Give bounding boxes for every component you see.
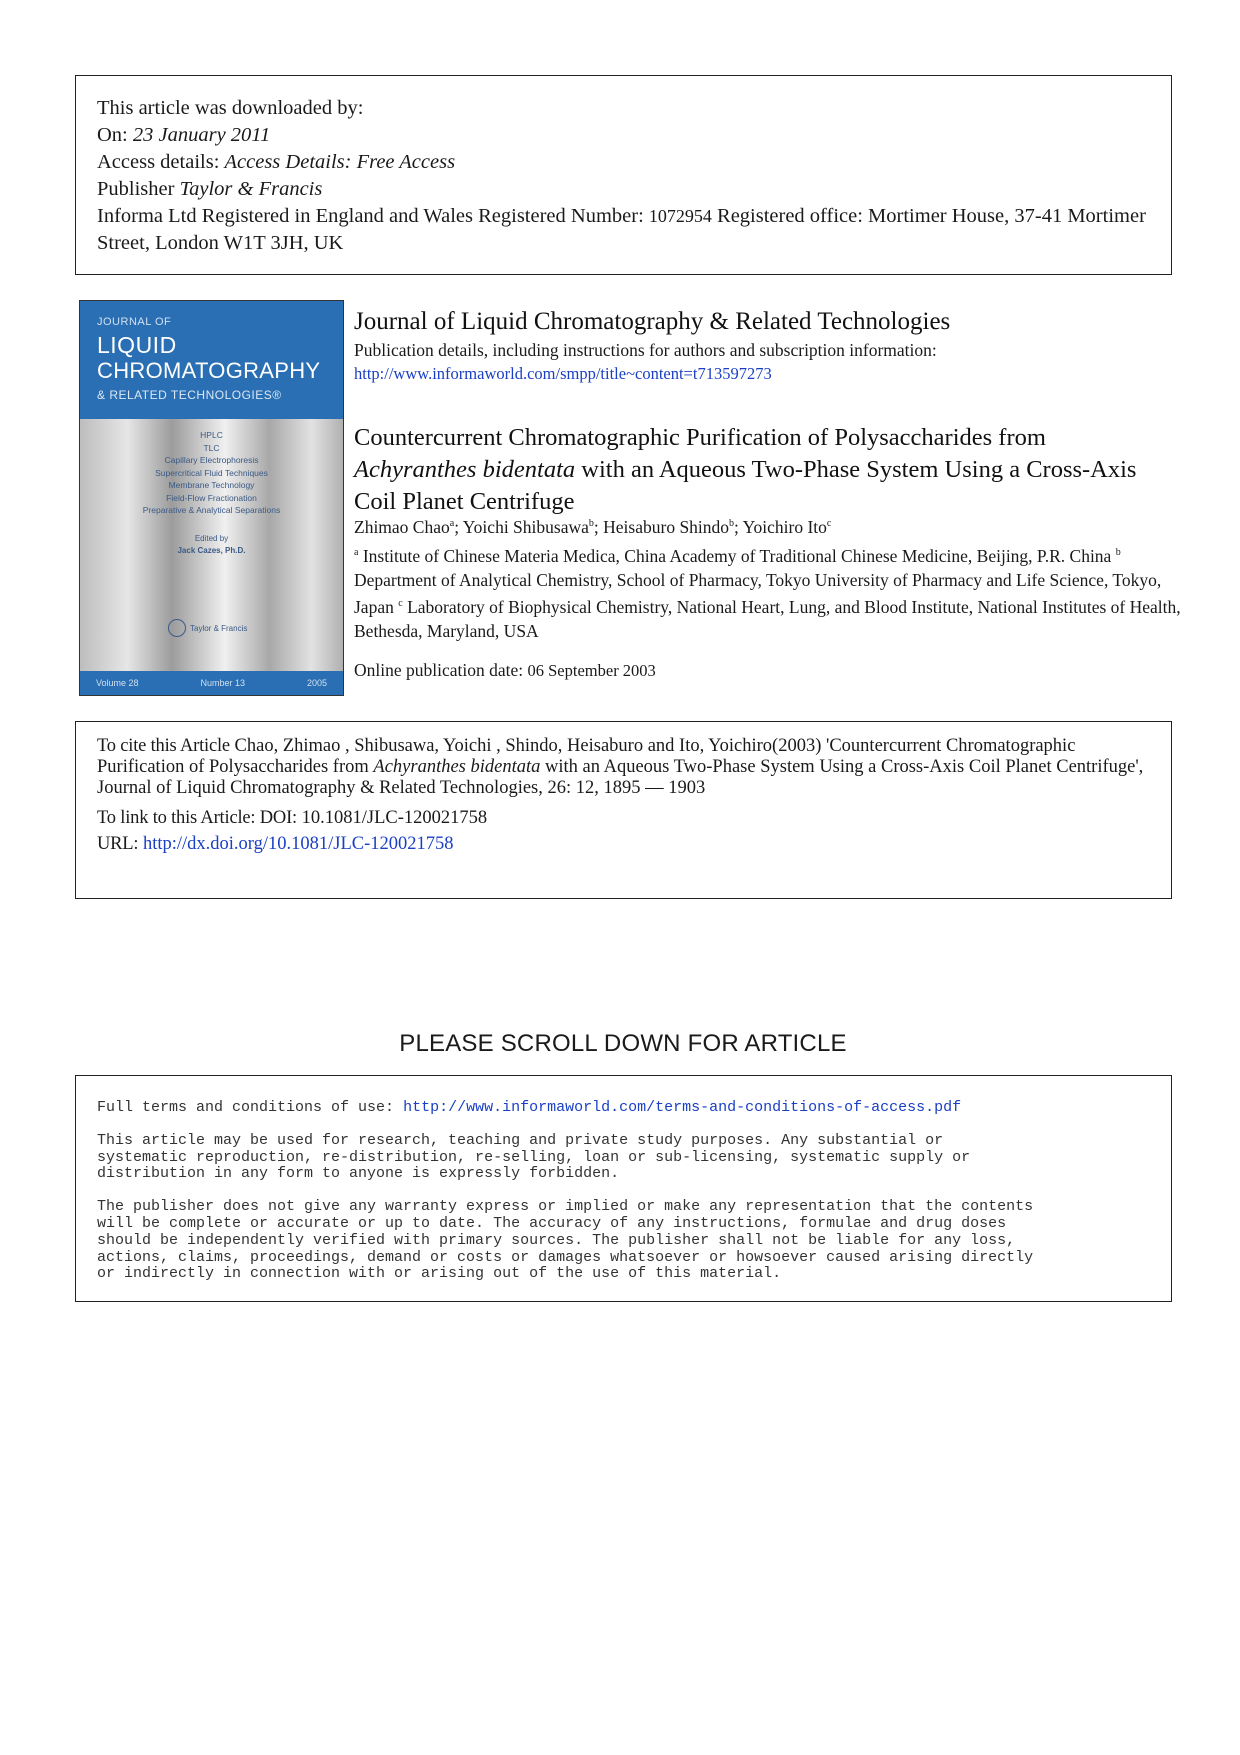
author-name: Zhimao Chao	[354, 517, 450, 537]
terms-box	[75, 1075, 1172, 1302]
publisher-line	[97, 176, 1151, 203]
cover-editor-block	[80, 533, 343, 557]
author-list: Zhimao Chao$^a$; Yoichi Shibusawa$^b$; Heisaburo Shindo$^b$; Yoichiro Ito$^c$	[354, 517, 832, 537]
access-details-line	[97, 149, 1151, 176]
citation-text	[97, 736, 1151, 799]
publisher-logo-icon	[168, 619, 186, 637]
cover-topic: Preparative & Analytical Separations	[142, 505, 281, 515]
terms-label: Full terms and conditions of use:	[97, 1099, 395, 1116]
cover-editor-name: Jack Cazes, Ph.D.	[177, 546, 246, 555]
download-info-box	[75, 75, 1172, 275]
affiliation-mark-a: a	[354, 547, 359, 558]
publisher-value: Taylor & Francis	[179, 178, 323, 200]
doi-value: 10.1081/JLC-120021758	[301, 808, 488, 828]
doi-url-link[interactable]: http://dx.doi.org/10.1081/JLC-120021758	[142, 834, 454, 854]
citation-box	[75, 721, 1172, 899]
author-affiliation-mark: b	[729, 518, 735, 530]
affiliation-mark-b: b	[1115, 547, 1121, 558]
article-title-species: Achyranthes bidentata	[354, 456, 576, 483]
cover-topics	[80, 429, 343, 517]
doi-line	[97, 806, 1151, 830]
access-details-value: Access Details: Free Access	[224, 151, 456, 173]
cover-number: Number 13	[200, 678, 246, 688]
cover-body	[80, 419, 343, 673]
cite-text-a: Chao, Zhimao , Shibusawa, Yoichi , Shindo, Heisaburo and Ito, Yoichiro(2003) 'Countercurrent Chromatographic Purification of Polysaccharides from	[97, 736, 1076, 777]
download-date-value: 23 January 2011	[132, 124, 271, 146]
online-date-label: Online publication date:	[354, 660, 524, 680]
cover-topic: Membrane Technology	[168, 480, 255, 490]
affiliations	[354, 541, 1184, 643]
cover-journal-of: JOURNAL OF	[97, 316, 172, 328]
affiliation-a: Institute of Chinese Materia Medica, China Academy of Traditional Chinese Medicine, Beijing, P.R. China	[362, 545, 1112, 566]
registration-text-b: Registered office: Mortimer House, 37-41 Mortimer Street, London W1T 3JH, UK	[97, 205, 1146, 254]
access-details-label: Access details:	[97, 151, 220, 173]
publication-details: Publication details, including instructions for authors and subscription information:	[354, 340, 937, 360]
publisher-label: Publisher	[97, 178, 175, 200]
cover-header	[80, 301, 343, 419]
online-date-value: 06 September 2003	[527, 661, 656, 680]
author-affiliation-mark: a	[449, 518, 455, 530]
cover-topic: TLC	[203, 442, 220, 453]
url-line	[97, 830, 1151, 858]
cite-text-b: with an Aqueous Two-Phase System Using a Cross-Axis Coil Planet Centrifuge', Journal of Liquid Chromatography & Related Technologies, 26: 12, 1895 — 1903	[97, 757, 1144, 798]
cover-chromatography: CHROMATOGRAPHY	[97, 358, 321, 383]
terms-disclaimer-paragraph: The publisher does not give any warranty express or implied or make any representation that the contents will be complete or accurate or up to date. The accuracy of any instructions, formulae and drug doses should be independently verified with primary sources. The publisher shall not be liable for any loss, actions, claims, proceedings, demand or costs or damages whatsoever or howsoever caused arising directly or indirectly in connection with or arising out of the use of this material.	[97, 1198, 1034, 1283]
cite-label: To cite this Article	[97, 736, 230, 756]
author-name: Yoichiro Ito	[742, 517, 827, 537]
article-title-part1: Countercurrent Chromatographic Purification of Polysaccharides from	[354, 424, 1046, 451]
author-affiliation-mark: c	[826, 518, 832, 530]
cover-topic: Field-Flow Fractionation	[166, 492, 257, 503]
cite-text-species: Achyranthes bidentata	[373, 757, 541, 777]
cover-liquid: LIQUID	[97, 332, 177, 358]
author-affiliation-mark: b	[588, 518, 594, 530]
scroll-notice: PLEASE SCROLL DOWN FOR ARTICLE	[399, 1030, 847, 1057]
article-title	[354, 422, 1174, 518]
downloaded-by-line: This article was downloaded by:	[97, 97, 364, 119]
registration-number: 1072954	[648, 206, 712, 226]
affiliation-c: Laboratory of Biophysical Chemistry, National Heart, Lung, and Blood Institute, National Institutes of Health, Bethesda, Maryland, USA	[354, 596, 1181, 641]
url-label: URL:	[97, 834, 139, 854]
cover-topic: Capillary Electrophoresis	[164, 455, 259, 465]
online-publication-date	[354, 660, 656, 681]
terms-usage-paragraph: This article may be used for research, teaching and private study purposes. Any substantial or systematic reproduction, re-distribution, re-selling, loan or sub-licensing, systematic supply or distribution in any form to anyone is expressly forbidden.	[97, 1131, 971, 1183]
cover-topic: HPLC	[200, 430, 223, 440]
author-name: Yoichi Shibusawa	[462, 517, 589, 537]
registration-line	[97, 203, 1151, 257]
download-date-line	[97, 122, 1151, 149]
cover-topic: Supercritical Fluid Techniques	[155, 467, 268, 478]
cover-edited-by: Edited by	[194, 534, 229, 543]
doi-label: To link to this Article: DOI:	[97, 808, 297, 828]
journal-url-link[interactable]: http://www.informaworld.com/smpp/title~content=t713597273	[354, 364, 772, 383]
journal-cover-image	[79, 300, 344, 696]
cover-volume: Volume 28	[96, 678, 139, 688]
terms-line	[97, 1100, 1151, 1117]
registration-text-a: Informa Ltd Registered in England and Wales Registered Number:	[97, 205, 644, 227]
article-title-part2: with an Aqueous Two-Phase System Using a Cross-Axis Coil Planet Centrifuge	[354, 456, 1137, 515]
author-name: Heisaburo Shindo	[603, 517, 730, 537]
journal-title: Journal of Liquid Chromatography & Related Technologies	[354, 308, 951, 335]
cover-publisher-name: Taylor & Francis	[190, 623, 248, 633]
taylor-francis-logo	[168, 619, 247, 637]
terms-url-link[interactable]: http://www.informaworld.com/terms-and-conditions-of-access.pdf	[403, 1099, 962, 1116]
cover-related: & RELATED TECHNOLOGIES®	[97, 388, 282, 402]
download-date-label: On:	[97, 124, 128, 146]
cover-footer	[80, 671, 343, 695]
affiliation-mark-c: c	[398, 597, 403, 609]
cover-year: 2005	[306, 678, 327, 688]
affiliation-b: Department of Analytical Chemistry, School of Pharmacy, Tokyo University of Pharmacy and Life Science, Tokyo, Japan	[354, 569, 1162, 617]
